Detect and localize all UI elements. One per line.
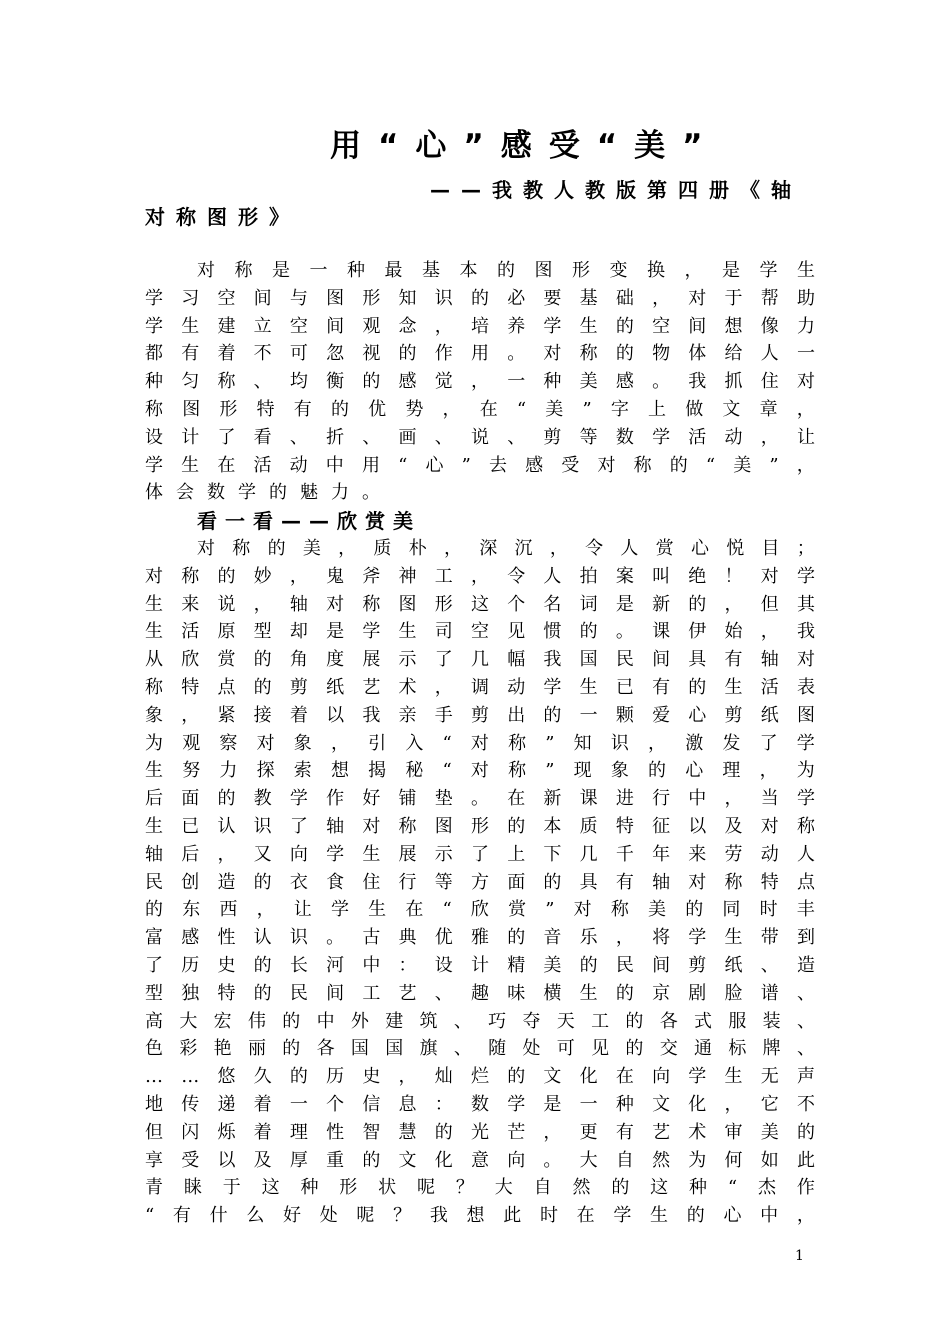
text-line: 生 努 力 探 索 想 揭 秘 “ 对 称 ” 现 象 的 心 理 ， 为: [145, 760, 815, 782]
text-line: 型 独 特 的 民 间 工 艺 、 趣 味 横 生 的 京 剧 脸 谱 、: [145, 982, 815, 1004]
text-line: 称 图 形 特 有 的 优 势 ， 在 “ 美 ” 字 上 做 文 章 ，: [145, 398, 815, 420]
document-subtitle-line2: 对称图形》: [145, 205, 300, 229]
text-line: 高 大 宏 伟 的 中 外 建 筑 、 巧 夺 天 工 的 各 式 服 装 、: [145, 1010, 815, 1032]
text-line: 富 感 性 认 识 。 古 典 优 雅 的 音 乐 ， 将 学 生 带 到: [145, 927, 815, 949]
text-line: 色 彩 艳 丽 的 各 国 国 旗 、 随 处 可 见 的 交 通 标 牌 、: [145, 1038, 815, 1060]
text-line: 设 计 了 看 、 折 、 画 、 说 、 剪 等 数 学 活 动 ， 让: [145, 426, 815, 448]
text-line: 从 欣 赏 的 角 度 展 示 了 几 幅 我 国 民 间 具 有 轴 对: [145, 649, 815, 671]
text-line: 享 受 以 及 厚 重 的 文 化 意 向 。 大 自 然 为 何 如 此: [145, 1149, 815, 1171]
text-line: 都 有 着 不 可 忽 视 的 作 用 。 对 称 的 物 体 给 人 一: [145, 343, 815, 365]
paragraph-intro: [145, 257, 815, 507]
text-line: 体 会 数 学 的 魅 力 。: [145, 482, 380, 504]
paragraph-appreciate: [145, 535, 815, 1230]
text-line: … … 悠 久 的 历 史 ， 灿 烂 的 文 化 在 向 学 生 无 声: [145, 1066, 815, 1088]
text-line: 学 生 建 立 空 间 观 念 ， 培 养 学 生 的 空 间 想 像 力: [145, 315, 815, 337]
text-line: 地 传 递 着 一 个 信 息 ： 数 学 是 一 种 文 化 ， 它 不: [145, 1093, 815, 1115]
text-line: 了 历 史 的 长 河 中 ： 设 计 精 美 的 民 间 剪 纸 、 造: [145, 954, 815, 976]
text-line: 对 称 是 一 种 最 基 本 的 图 形 变 换 ， 是 学 生: [197, 260, 815, 281]
page-number: 1: [795, 1248, 804, 1264]
text-line: 生 活 原 型 却 是 学 生 司 空 见 惯 的 。 课 伊 始 ， 我: [145, 621, 815, 643]
text-line: 学 习 空 间 与 图 形 知 识 的 必 要 基 础 ， 对 于 帮 助: [145, 287, 815, 309]
text-line: 称 特 点 的 剪 纸 艺 术 ， 调 动 学 生 已 有 的 生 活 表: [145, 676, 815, 698]
text-line: 为 观 察 对 象 ， 引 入 “ 对 称 ” 知 识 ， 激 发 了 学: [145, 732, 815, 754]
text-line: 青 睐 于 这 种 形 状 呢 ？ 大 自 然 的 这 种 “ 杰 作: [145, 1177, 815, 1199]
text-line: 轴 后 ， 又 向 学 生 展 示 了 上 下 几 千 年 来 劳 动 人: [145, 843, 815, 865]
text-line: 生 已 认 识 了 轴 对 称 图 形 的 本 质 特 征 以 及 对 称: [145, 815, 815, 837]
text-line: 象 ， 紧 接 着 以 我 亲 手 剪 出 的 一 颗 爱 心 剪 纸 图: [145, 704, 815, 726]
document-subtitle-line1: ——我教人教版第四册《轴: [430, 178, 802, 202]
section-heading: 看一看——欣赏美: [197, 509, 421, 533]
text-line: 生 来 说 ， 轴 对 称 图 形 这 个 名 词 是 新 的 ， 但 其: [145, 593, 815, 615]
text-line: 对 称 的 妙 ， 鬼 斧 神 工 ， 令 人 拍 案 叫 绝 ！ 对 学: [145, 565, 815, 587]
text-line: 的 东 西 ， 让 学 生 在 “ 欣 赏 ” 对 称 美 的 同 时 丰: [145, 899, 815, 921]
text-line: 种 匀 称 、 均 衡 的 感 觉 ， 一 种 美 感 。 我 抓 住 对: [145, 371, 815, 393]
text-line: 学 生 在 活 动 中 用 “ 心 ” 去 感 受 对 称 的 “ 美 ” ，: [145, 454, 815, 476]
text-line: 对 称 的 美 ， 质 朴 ， 深 沉 ， 令 人 赏 心 悦 目 ；: [197, 538, 815, 559]
document-title: 用“心”感受“美”: [330, 128, 720, 164]
text-line: 后 面 的 教 学 作 好 铺 垫 。 在 新 课 进 行 中 ， 当 学: [145, 788, 815, 810]
text-line: 但 闪 烁 着 理 性 智 慧 的 光 芒 ， 更 有 艺 术 审 美 的: [145, 1121, 815, 1143]
text-line: “ 有 什 么 好 处 呢 ？ 我 想 此 时 在 学 生 的 心 中 ，: [145, 1205, 815, 1227]
text-line: 民 创 造 的 衣 食 住 行 等 方 面 的 具 有 轴 对 称 特 点: [145, 871, 815, 893]
